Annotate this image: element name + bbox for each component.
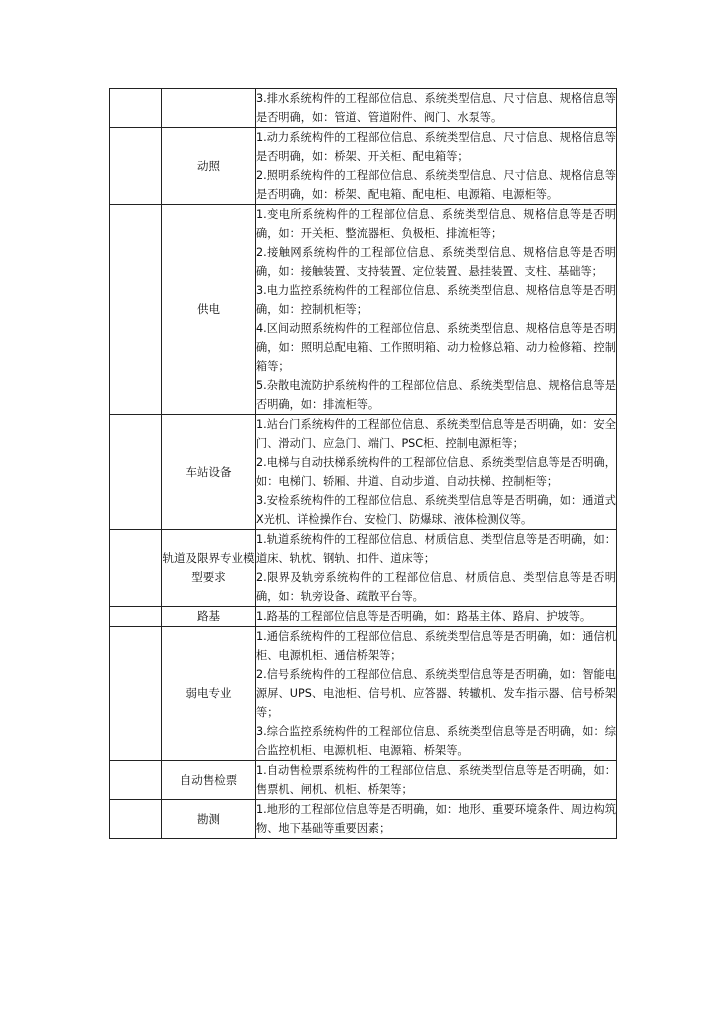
criteria-item: 3.综合监控系统构件的工程部位信息、系统类型信息等是否明确，如：综合监控机柜、电源机柜、电源箱、桥架等。 (256, 725, 616, 757)
criteria-item: 1.通信系统构件的工程部位信息、系统类型信息等是否明确，如：通信机柜、电源机柜、通信桥架等； (256, 630, 616, 662)
criteria-cell (256, 415, 617, 530)
category-cell: 供电 (162, 205, 256, 415)
criteria-cell (256, 89, 617, 128)
table-row (110, 128, 617, 205)
table-row (110, 607, 617, 627)
category-cell: 勘测 (162, 800, 256, 839)
table-row (110, 627, 617, 761)
blank-cell (110, 205, 162, 415)
category-cell: 路基 (162, 607, 256, 627)
table-row (110, 800, 617, 839)
category-cell: 弱电专业 (162, 627, 256, 761)
criteria-cell (256, 761, 617, 800)
criteria-item: 3.电力监控系统构件的工程部位信息、系统类型信息、规格信息等是否明确，如：控制机柜等； (256, 284, 616, 316)
criteria-item: 2.电梯与自动扶梯系统构件的工程部位信息、系统类型信息等是否明确，如：电梯门、轿厢、井道、自动步道、自动扶梯、控制柜等； (256, 456, 616, 488)
criteria-item: 2.信号系统构件的工程部位信息、系统类型信息等是否明确，如：智能电源屏、UPS、电池柜、信号机、应答器、转辙机、发车指示器、信号桥架等； (256, 668, 616, 719)
criteria-item: 2.接触网系统构件的工程部位信息、系统类型信息、规格信息等是否明确，如：接触装置、支持装置、定位装置、悬挂装置、支柱、基础等； (256, 246, 616, 278)
criteria-item: 1.变电所系统构件的工程部位信息、系统类型信息、规格信息等是否明确，如：开关柜、整流器柜、负极柜、排流柜等； (256, 208, 616, 240)
criteria-item: 5.杂散电流防护系统构件的工程部位信息、系统类型信息、规格信息等是否明确，如：排流柜等。 (256, 379, 616, 411)
criteria-cell (256, 607, 617, 627)
blank-cell (110, 607, 162, 627)
table-row (110, 530, 617, 607)
blank-cell (110, 800, 162, 839)
table-row (110, 415, 617, 530)
category-cell: 自动售检票 (162, 761, 256, 800)
criteria-item: 4.区间动照系统构件的工程部位信息、系统类型信息、规格信息等是否明确，如：照明总配电箱、工作照明箱、动力检修总箱、动力检修箱、控制箱等； (256, 322, 616, 373)
table-row (110, 205, 617, 415)
inspection-criteria-table (109, 88, 617, 839)
criteria-item: 1.动力系统构件的工程部位信息、系统类型信息、尺寸信息、规格信息等是否明确，如：桥架、开关柜、配电箱等； (256, 131, 616, 163)
criteria-cell (256, 205, 617, 415)
criteria-item: 1.站台门系统构件的工程部位信息、系统类型信息等是否明确，如：安全门、滑动门、应急门、端门、PSC柜、控制电源柜等； (256, 418, 616, 450)
blank-cell (110, 761, 162, 800)
table-row (110, 761, 617, 800)
blank-cell (110, 89, 162, 128)
criteria-item: 2.限界及轨旁系统构件的工程部位信息、材质信息、类型信息等是否明确，如：轨旁设备、疏散平台等。 (256, 571, 616, 603)
criteria-item: 1.路基的工程部位信息等是否明确，如：路基主体、路肩、护坡等。 (256, 610, 592, 623)
criteria-item: 1.自动售检票系统构件的工程部位信息、系统类型信息等是否明确，如：售票机、闸机、机柜、桥架等； (256, 764, 616, 796)
blank-cell (110, 415, 162, 530)
criteria-item: 3.安检系统构件的工程部位信息、系统类型信息等是否明确，如：通道式X光机、详检操作台、安检门、防爆球、液体检测仪等。 (256, 494, 616, 526)
category-cell (162, 89, 256, 128)
blank-cell (110, 128, 162, 205)
criteria-item: 1.地形的工程部位信息等是否明确，如：地形、重要环境条件、周边构筑物、地下基础等重要因素； (256, 803, 616, 835)
blank-cell (110, 627, 162, 761)
criteria-item: 2.照明系统构件的工程部位信息、系统类型信息、尺寸信息、规格信息等是否明确，如：桥架、配电箱、配电柜、电源箱、电源柜等。 (256, 169, 616, 201)
category-cell: 车站设备 (162, 415, 256, 530)
blank-cell (110, 530, 162, 607)
criteria-cell (256, 128, 617, 205)
category-cell: 动照 (162, 128, 256, 205)
criteria-cell (256, 530, 617, 607)
criteria-item: 3.排水系统构件的工程部位信息、系统类型信息、尺寸信息、规格信息等是否明确，如：管道、管道附件、阀门、水泵等。 (256, 92, 616, 124)
criteria-cell (256, 627, 617, 761)
table-row (110, 89, 617, 128)
criteria-cell (256, 800, 617, 839)
criteria-item: 1.轨道系统构件的工程部位信息、材质信息、类型信息等是否明确，如：道床、轨枕、钢轨、扣件、道床等； (256, 533, 616, 565)
category-cell: 轨道及限界专业模型要求 (162, 530, 256, 607)
